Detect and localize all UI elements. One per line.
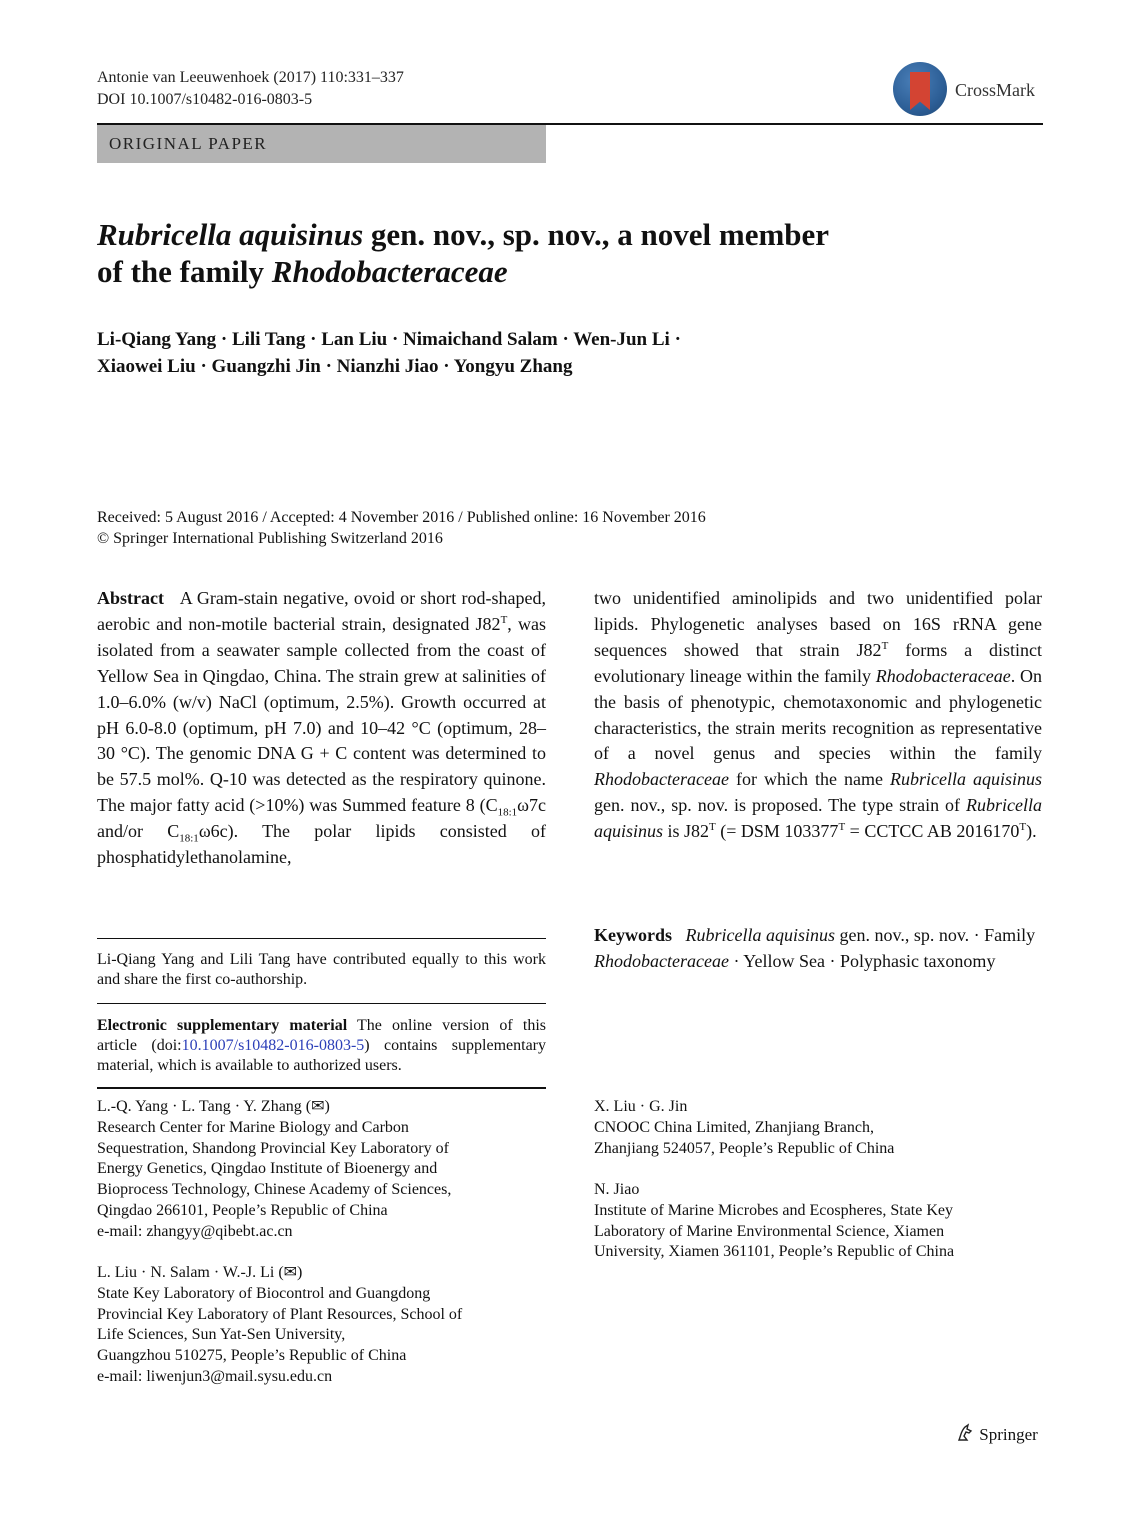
doi-line: DOI 10.1007/s10482-016-0803-5 xyxy=(97,91,313,108)
esm-heading: Electronic supplementary material xyxy=(97,1017,348,1034)
keyword-species: Rubricella aquisinus xyxy=(685,925,835,945)
affiliation-4 xyxy=(594,1180,1042,1263)
fatty-acid-subscript: 18:1 xyxy=(179,832,199,845)
affiliation-3 xyxy=(594,1097,1042,1159)
affiliation-authors: L. Liu · N. Salam · W.-J. Li (✉) xyxy=(97,1264,303,1281)
affiliation-email[interactable]: e-mail: liwenjun3@mail.sysu.edu.cn xyxy=(97,1367,333,1385)
affiliation-line: Qingdao 266101, People’s Republic of China xyxy=(97,1201,388,1219)
abstract-family: Rhodobacteraceae xyxy=(594,769,729,790)
article-title xyxy=(97,216,997,290)
abstract-text-2: , was isolated from a seawater sample collected from the coast of Yellow Sea in Qingdao, China. The strain grew at salinities of 1.0–6.0% (w/v) NaCl (optimum, 2.5%). Growth occurred at pH 6.0-8.0 (optimum, pH 7.0) and 10–42 °C (optimum, 28–30 °C). The genomic DNA G + C content was determined to be 57.5 mol%. Q-10 was detected as the respiratory quinone. The major fatty acid (>10%) was Summed feature 8 (C xyxy=(97,613,546,816)
abstract-text-r3: . On the basis of phenotypic, chemotaxonomic and phylogenetic characteristics, the strain merits recognition as representative of a novel genus and species within the family xyxy=(594,665,1042,764)
received-accepted: Received: 5 August 2016 / Accepted: 4 November 2016 / Published online: 16 November 2016 xyxy=(97,509,706,526)
abstract-text-r4: for which the name xyxy=(728,769,890,790)
keywords-text-1: gen. nov., sp. nov. · Family xyxy=(835,925,1036,945)
copyright-line: © Springer International Publishing Switzerland 2016 xyxy=(97,530,443,547)
esm-note xyxy=(97,1016,546,1076)
affiliation-1 xyxy=(97,1097,546,1243)
springer-label: Springer xyxy=(979,1425,1038,1444)
esm-text-2: ) contains supplementary material, which is available to authorized users. xyxy=(97,1037,546,1074)
title-part1: gen. nov., sp. nov., a novel member xyxy=(363,217,830,252)
affiliation-line: Laboratory of Marine Environmental Science, Xiamen xyxy=(594,1222,945,1240)
affiliation-email[interactable]: e-mail: zhangyy@qibebt.ac.cn xyxy=(97,1222,293,1240)
esm-doi-link[interactable]: 10.1007/s10482-016-0803-5 xyxy=(181,1037,365,1054)
keyword-family: Rhodobacteraceae xyxy=(594,950,729,971)
publication-dates xyxy=(97,507,706,549)
affiliation-rule xyxy=(97,1087,546,1089)
abstract-text-3: ω7c and/or C xyxy=(97,795,546,842)
crossmark-label: CrossMark xyxy=(955,80,1035,100)
abstract-species: Rubricella aquisinus xyxy=(594,795,1042,842)
affiliation-authors: L.-Q. Yang · L. Tang · Y. Zhang (✉) xyxy=(97,1098,330,1115)
title-species: Rubricella aquisinus xyxy=(97,217,364,252)
abstract-text-r7: (= DSM 103377 xyxy=(715,821,839,842)
journal-line: Antonie van Leeuwenhoek (2017) 110:331–337 xyxy=(97,69,404,86)
author-list xyxy=(97,326,997,380)
footnote-rule xyxy=(97,938,546,939)
abstract-heading: Abstract xyxy=(97,588,164,608)
abstract-text-r8: = CCTCC AB 2016170 xyxy=(845,821,1020,842)
affiliation-authors: X. Liu · G. Jin xyxy=(594,1098,688,1115)
title-part2: of the family xyxy=(97,254,272,289)
affiliation-line: Institute of Marine Microbes and Ecospheres, State Key xyxy=(594,1201,954,1219)
title-family: Rhodobacteraceae xyxy=(271,254,508,289)
affiliation-line: Provincial Key Laboratory of Plant Resources, School of xyxy=(97,1305,463,1323)
type-strain-mark: T xyxy=(881,639,889,652)
type-strain-mark: T xyxy=(709,821,716,834)
affiliation-line: Zhanjiang 524057, People’s Republic of China xyxy=(594,1139,895,1157)
crossmark-badge[interactable] xyxy=(893,60,1045,120)
authors-line1: Li-Qiang Yang · Lili Tang · Lan Liu · Nimaichand Salam · Wen-Jun Li · xyxy=(97,329,681,350)
keywords xyxy=(594,923,1042,975)
type-strain-mark: T xyxy=(500,613,508,626)
abstract-text-r9: ). xyxy=(1026,821,1037,842)
affiliation-line: State Key Laboratory of Biocontrol and Guangdong xyxy=(97,1284,431,1302)
abstract-right-column xyxy=(594,586,1042,845)
crossmark-icon xyxy=(893,62,947,116)
equal-contribution-note: Li-Qiang Yang and Lili Tang have contributed equally to this work and share the first co-authorship. xyxy=(97,951,546,988)
abstract-text-r1: two unidentified aminolipids and two unidentified polar lipids. Phylogenetic analyses based on 16S rRNA gene sequences showed that strain J82 xyxy=(594,588,1042,660)
abstract-species: Rubricella aquisinus xyxy=(889,769,1042,790)
esm-text-1: The online version of this article (doi: xyxy=(97,1017,546,1054)
keywords-heading: Keywords xyxy=(594,925,672,945)
abstract-text-r6: is J82 xyxy=(663,821,710,842)
affiliation-line: Life Sciences, Sun Yat-Sen University, xyxy=(97,1326,346,1344)
abstract-text-r5: gen. nov., sp. nov. is proposed. The type strain of xyxy=(594,795,967,816)
paper-type-banner: ORIGINAL PAPER xyxy=(97,125,546,163)
abstract-text-4: ω6c). The polar lipids consisted of phosphatidylethanolamine, xyxy=(97,821,547,868)
affiliation-line: Research Center for Marine Biology and Carbon xyxy=(97,1118,409,1136)
abstract-text-1: A Gram-stain negative, ovoid or short rod-shaped, aerobic and non-motile bacterial strain, designated J82 xyxy=(97,588,546,634)
fatty-acid-subscript: 18:1 xyxy=(497,806,518,819)
abstract-text-r2: forms a distinct evolutionary lineage within the family xyxy=(594,639,1042,686)
affiliation-2 xyxy=(97,1263,546,1388)
springer-logo xyxy=(955,1423,1038,1445)
affiliation-line: Energy Genetics, Qingdao Institute of Bioenergy and xyxy=(97,1160,438,1178)
type-strain-mark: T xyxy=(1019,821,1027,834)
abstract-left-column xyxy=(97,586,546,871)
affiliation-line: Sequestration, Shandong Provincial Key Laboratory of xyxy=(97,1139,449,1157)
affiliation-line: Guangzhou 510275, People’s Republic of China xyxy=(97,1347,407,1365)
affiliation-line: University, Xiamen 361101, People’s Republic of China xyxy=(594,1243,955,1261)
journal-citation xyxy=(97,67,404,111)
type-strain-mark: T xyxy=(838,821,846,834)
springer-horse-icon xyxy=(955,1423,975,1443)
abstract-family: Rhodobacteraceae xyxy=(875,665,1011,686)
affiliation-line: CNOOC China Limited, Zhanjiang Branch, xyxy=(594,1118,874,1136)
affiliation-authors: N. Jiao xyxy=(594,1181,640,1198)
affiliation-line: Bioprocess Technology, Chinese Academy of Sciences, xyxy=(97,1181,452,1199)
authors-line2: Xiaowei Liu · Guangzhi Jin · Nianzhi Jiao · Yongyu Zhang xyxy=(97,356,573,377)
footnote-divider xyxy=(97,1003,546,1004)
keywords-text-2: · Yellow Sea · Polyphasic taxonomy xyxy=(728,950,996,971)
